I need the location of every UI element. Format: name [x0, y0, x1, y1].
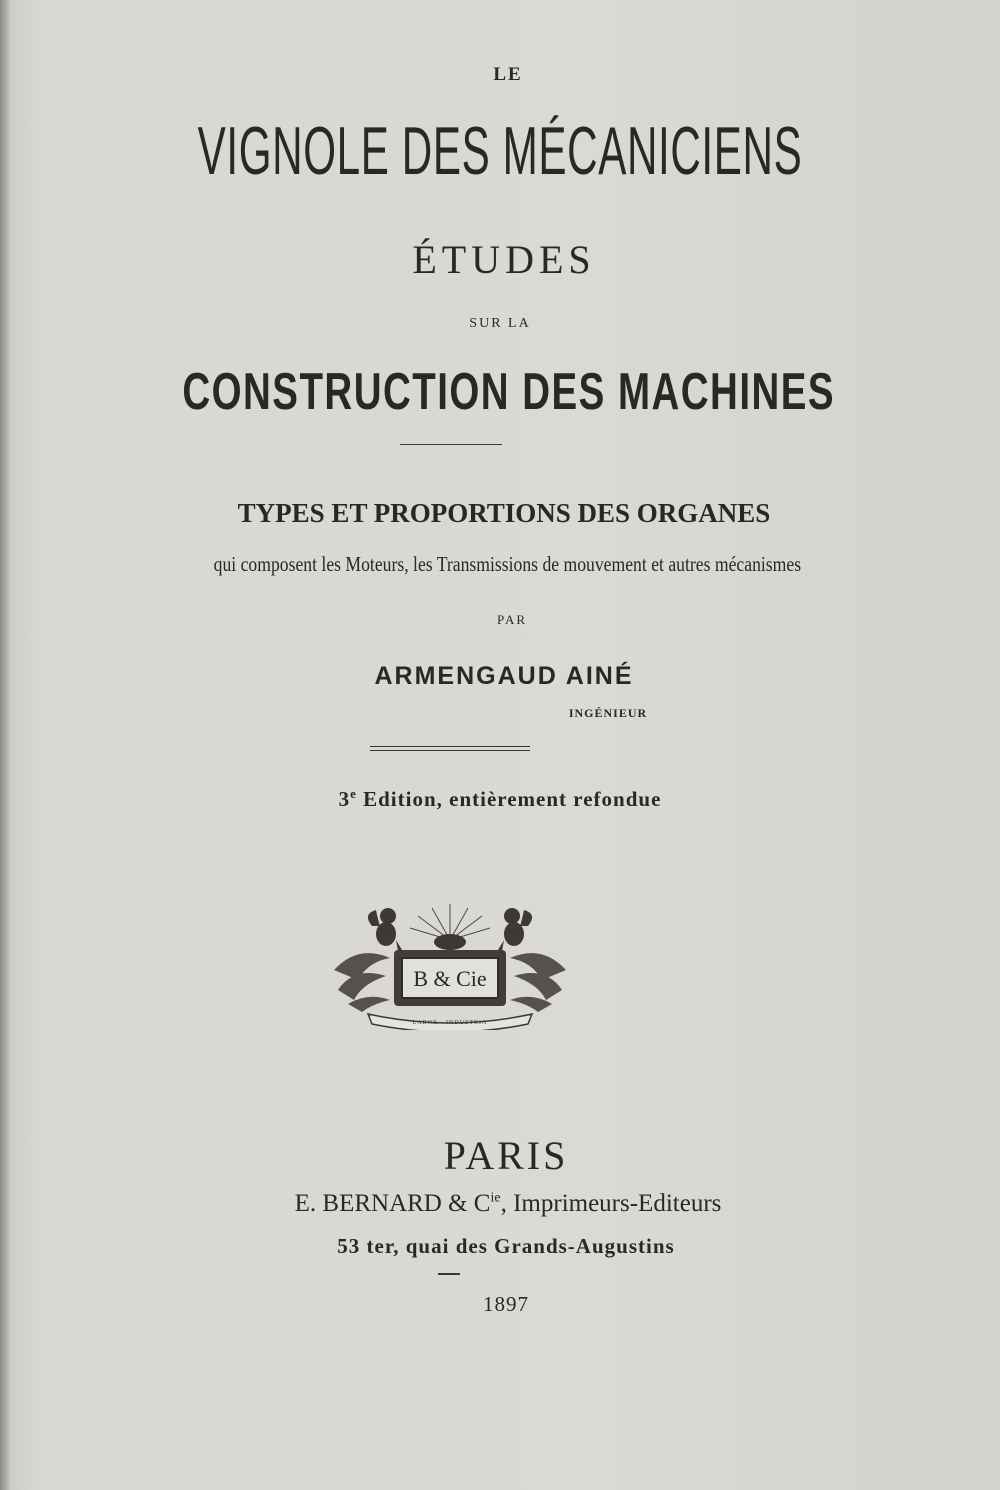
title-article: LE: [493, 64, 523, 85]
author-name: ARMENGAUD AINÉ: [374, 662, 634, 690]
edition-text: Edition, entièrement refondue: [356, 787, 662, 811]
edition-superscript: e: [350, 786, 357, 801]
left-foliage-icon: [334, 953, 390, 1012]
imprint-dash: [438, 1273, 460, 1275]
divider-rule: [400, 444, 502, 445]
edition-line: [0, 786, 1000, 812]
right-foliage-icon: [510, 953, 566, 1012]
subtitle-etudes: ÉTUDES: [412, 237, 596, 282]
publisher-name: E. BERNARD & C: [294, 1190, 491, 1217]
publisher-role: , Imprimeurs-Editeurs: [500, 1190, 722, 1217]
double-divider-rule: [370, 746, 530, 751]
connector-sur-la: SUR LA: [469, 316, 531, 331]
by-label: PAR: [496, 612, 528, 627]
subtitle-construction: CONSTRUCTION DES MACHINES: [182, 363, 836, 421]
sun-icon: [434, 934, 466, 950]
publisher-vignette: [328, 900, 572, 1030]
subtitle-description: qui composent les Moteurs, les Transmissions de mouvement et autres mécanismes: [213, 552, 802, 576]
imprint-year: 1897: [483, 1292, 529, 1316]
subtitle-types: TYPES ET PROPORTIONS DES ORGANES: [237, 498, 771, 528]
page-spine-edge: [0, 0, 10, 1490]
monogram-text: B & Cie: [413, 966, 487, 991]
author-title: INGÉNIEUR: [568, 706, 648, 720]
imprint-address: 53 ter, quai des Grands-Augustins: [337, 1234, 675, 1258]
imprint-city: PARIS: [443, 1133, 569, 1178]
publisher-superscript: ie: [490, 1190, 501, 1206]
imprint-publisher: [0, 1190, 1000, 1218]
ribbon-text: LABOR · INDUSTRIA: [412, 1020, 488, 1026]
edition-number: 3: [338, 787, 351, 811]
main-title: VIGNOLE DES MÉCANICIENS: [197, 113, 803, 189]
